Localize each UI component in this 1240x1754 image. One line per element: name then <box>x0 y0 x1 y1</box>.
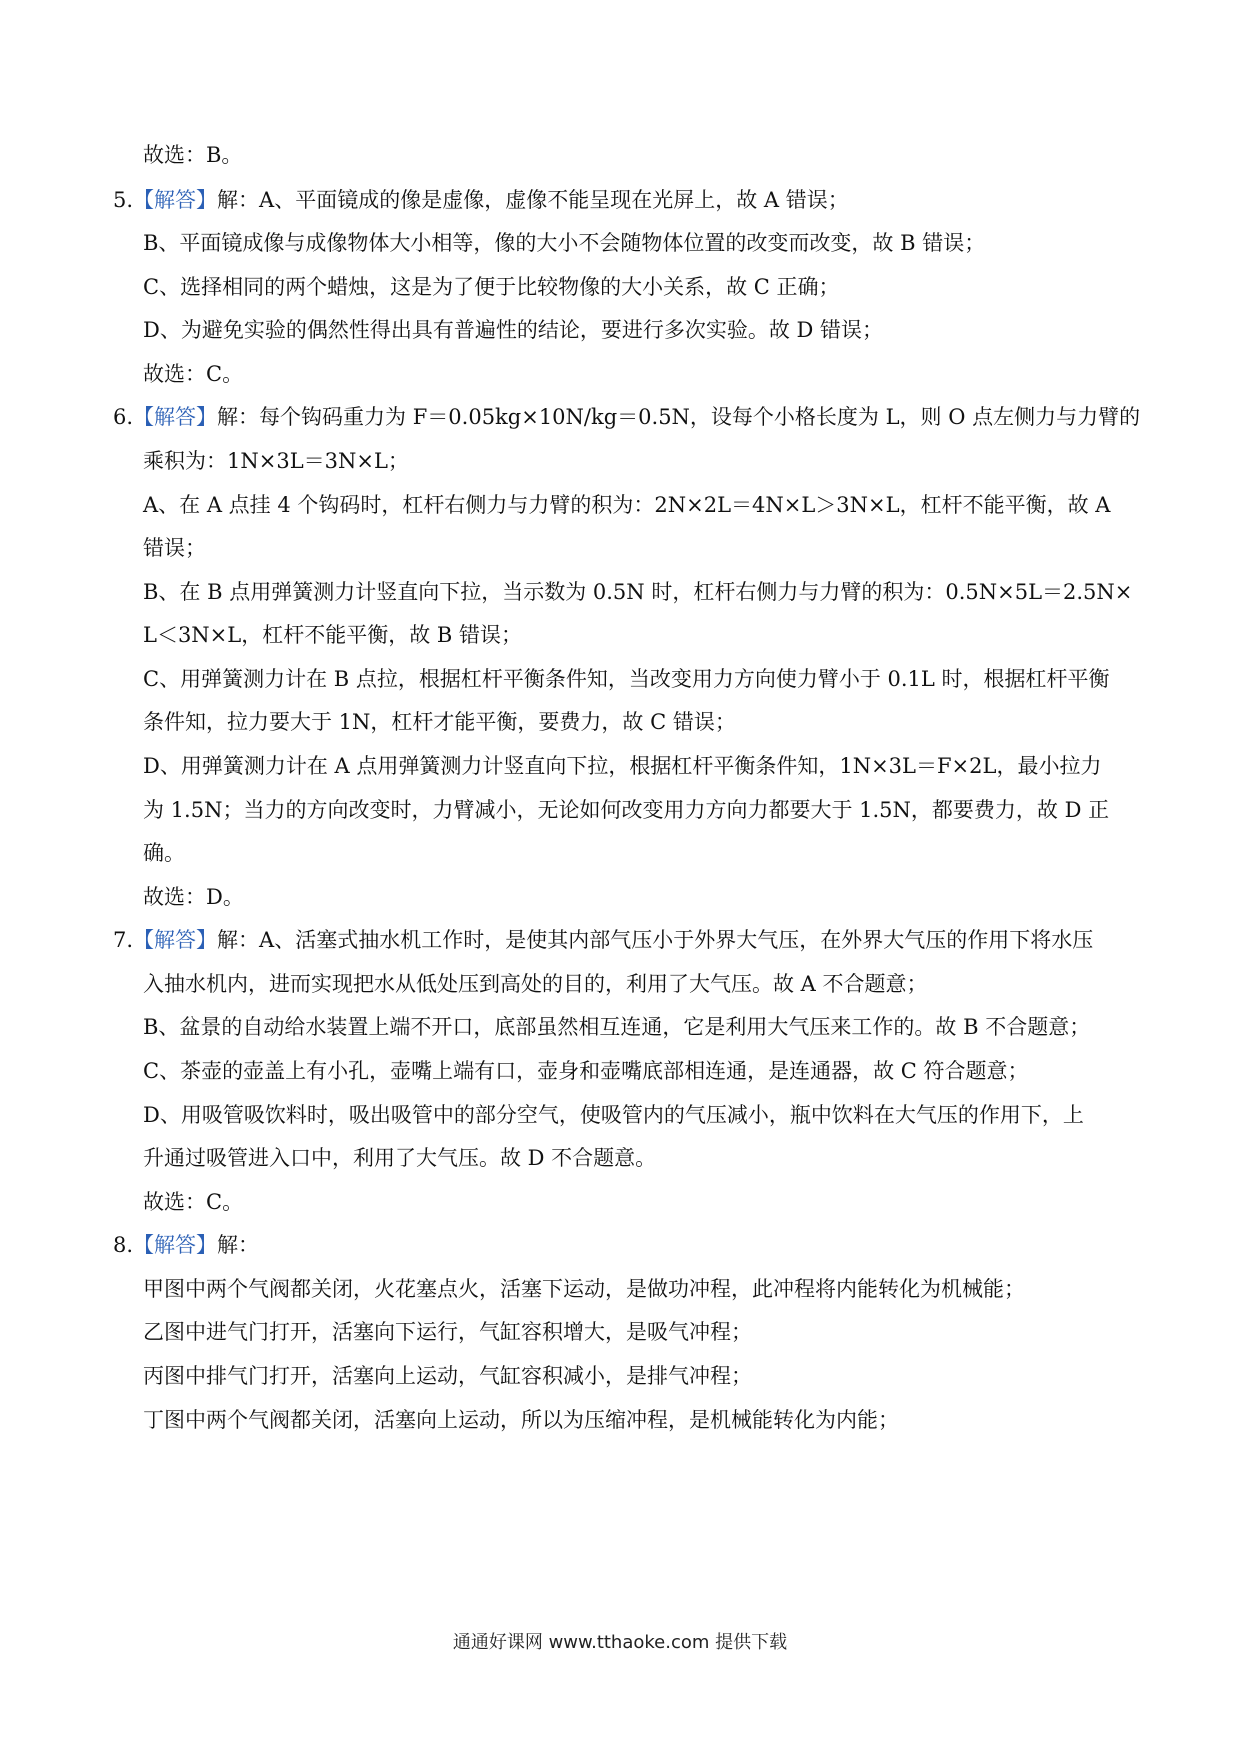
q6-line: 确。 <box>143 841 185 865</box>
q6-line: C、用弹簧测力计在 B 点拉，根据杠杆平衡条件知，当改变用力方向使力臂小于 0.1L 时，根据杠杆平衡 <box>143 667 1110 691</box>
q7-line: B、盆景的自动给水装置上端不开口，底部虽然相互连通，它是利用大气压来工作的。故 B 不合题意； <box>143 1015 1091 1039</box>
q8-number: 8. <box>113 1233 134 1257</box>
q7-line: 升通过吸管进入口中，利用了大气压。故 D 不合题意。 <box>143 1146 657 1170</box>
q5-answer-tag: 【解答】 <box>133 188 218 212</box>
q6-line: 为 1.5N；当力的方向改变时，力臂减小，无论如何改变用力方向力都要大于 1.5N，都要费力，故 D 正 <box>143 798 1110 822</box>
q5-choice: 故选：C。 <box>143 362 244 386</box>
q6-line: A、在 A 点挂 4 个钩码时，杠杆右侧力与力臂的积为：2N×2L＝4N×L＞3N×L，杠杆不能平衡，故 A <box>143 493 1111 517</box>
q4-choice: 故选：B。 <box>143 143 243 167</box>
q6-header <box>113 402 1140 432</box>
q6-number: 6. <box>113 405 134 429</box>
q7-number: 7. <box>113 928 134 952</box>
q8-line: 乙图中进气门打开，活塞向下运行，气缸容积增大，是吸气冲程； <box>143 1320 752 1344</box>
q8-line: 丙图中排气门打开，活塞向上运动，气缸容积减小，是排气冲程； <box>143 1364 752 1388</box>
q6-line: 乘积为：1N×3L＝3N×L； <box>143 449 409 473</box>
q6-line: L＜3N×L，杠杆不能平衡，故 B 错误； <box>143 623 523 647</box>
q5-intro: 解：A、平面镜成的像是虚像，虚像不能呈现在光屏上，故 A 错误； <box>217 188 849 212</box>
q6-line: D、用弹簧测力计在 A 点用弹簧测力计竖直向下拉，根据杠杆平衡条件知，1N×3L＝F×2L，最小拉力 <box>143 754 1102 778</box>
q6-line: 错误； <box>143 536 206 560</box>
q7-line: C、茶壶的壶盖上有小孔，壶嘴上端有口，壶身和壶嘴底部相连通，是连通器，故 C 符合题意； <box>143 1059 1029 1083</box>
q7-intro: 解：A、活塞式抽水机工作时，是使其内部气压小于外界大气压，在外界大气压的作用下将水压 <box>217 928 1094 952</box>
q5-header <box>113 185 849 215</box>
q8-header <box>113 1230 259 1260</box>
q5-number: 5. <box>113 188 134 212</box>
q8-intro: 解： <box>217 1233 260 1257</box>
q6-intro: 解：每个钩码重力为 F＝0.05kg×10N/kg＝0.5N，设每个小格长度为 L，则 O 点左侧力与力臂的 <box>217 405 1141 429</box>
q8-line: 丁图中两个气阀都关闭，活塞向上运动，所以为压缩冲程，是机械能转化为内能； <box>143 1408 899 1432</box>
q8-line: 甲图中两个气阀都关闭，火花塞点火，活塞下运动，是做功冲程，此冲程将内能转化为机械能； <box>143 1277 1025 1301</box>
q5-line: B、平面镜成像与成像物体大小相等，像的大小不会随物体位置的改变而改变，故 B 错误； <box>143 231 986 255</box>
q8-answer-tag: 【解答】 <box>133 1233 218 1257</box>
q6-line: 条件知，拉力要大于 1N，杠杆才能平衡，要费力，故 C 错误； <box>143 710 736 734</box>
q6-answer-tag: 【解答】 <box>133 405 218 429</box>
q5-line: D、为避免实验的偶然性得出具有普遍性的结论，要进行多次实验。故 D 错误； <box>143 318 884 342</box>
q5-line: C、选择相同的两个蜡烛，这是为了便于比较物像的大小关系，故 C 正确； <box>143 275 840 299</box>
q7-line: 入抽水机内，进而实现把水从低处压到高处的目的，利用了大气压。故 A 不合题意； <box>143 972 928 996</box>
q6-line: B、在 B 点用弹簧测力计竖直向下拉，当示数为 0.5N 时，杠杆右侧力与力臂的积为：0.5N×5L＝2.5N× <box>143 580 1133 604</box>
q7-header <box>113 925 1093 955</box>
q6-choice: 故选：D。 <box>143 885 244 909</box>
q7-choice: 故选：C。 <box>143 1190 244 1214</box>
q7-answer-tag: 【解答】 <box>133 928 218 952</box>
q7-line: D、用吸管吸饮料时，吸出吸管中的部分空气，使吸管内的气压减小，瓶中饮料在大气压的作用下，上 <box>143 1103 1084 1127</box>
page-footer: 通通好课网 www.tthaoke.com 提供下载 <box>452 1632 788 1653</box>
